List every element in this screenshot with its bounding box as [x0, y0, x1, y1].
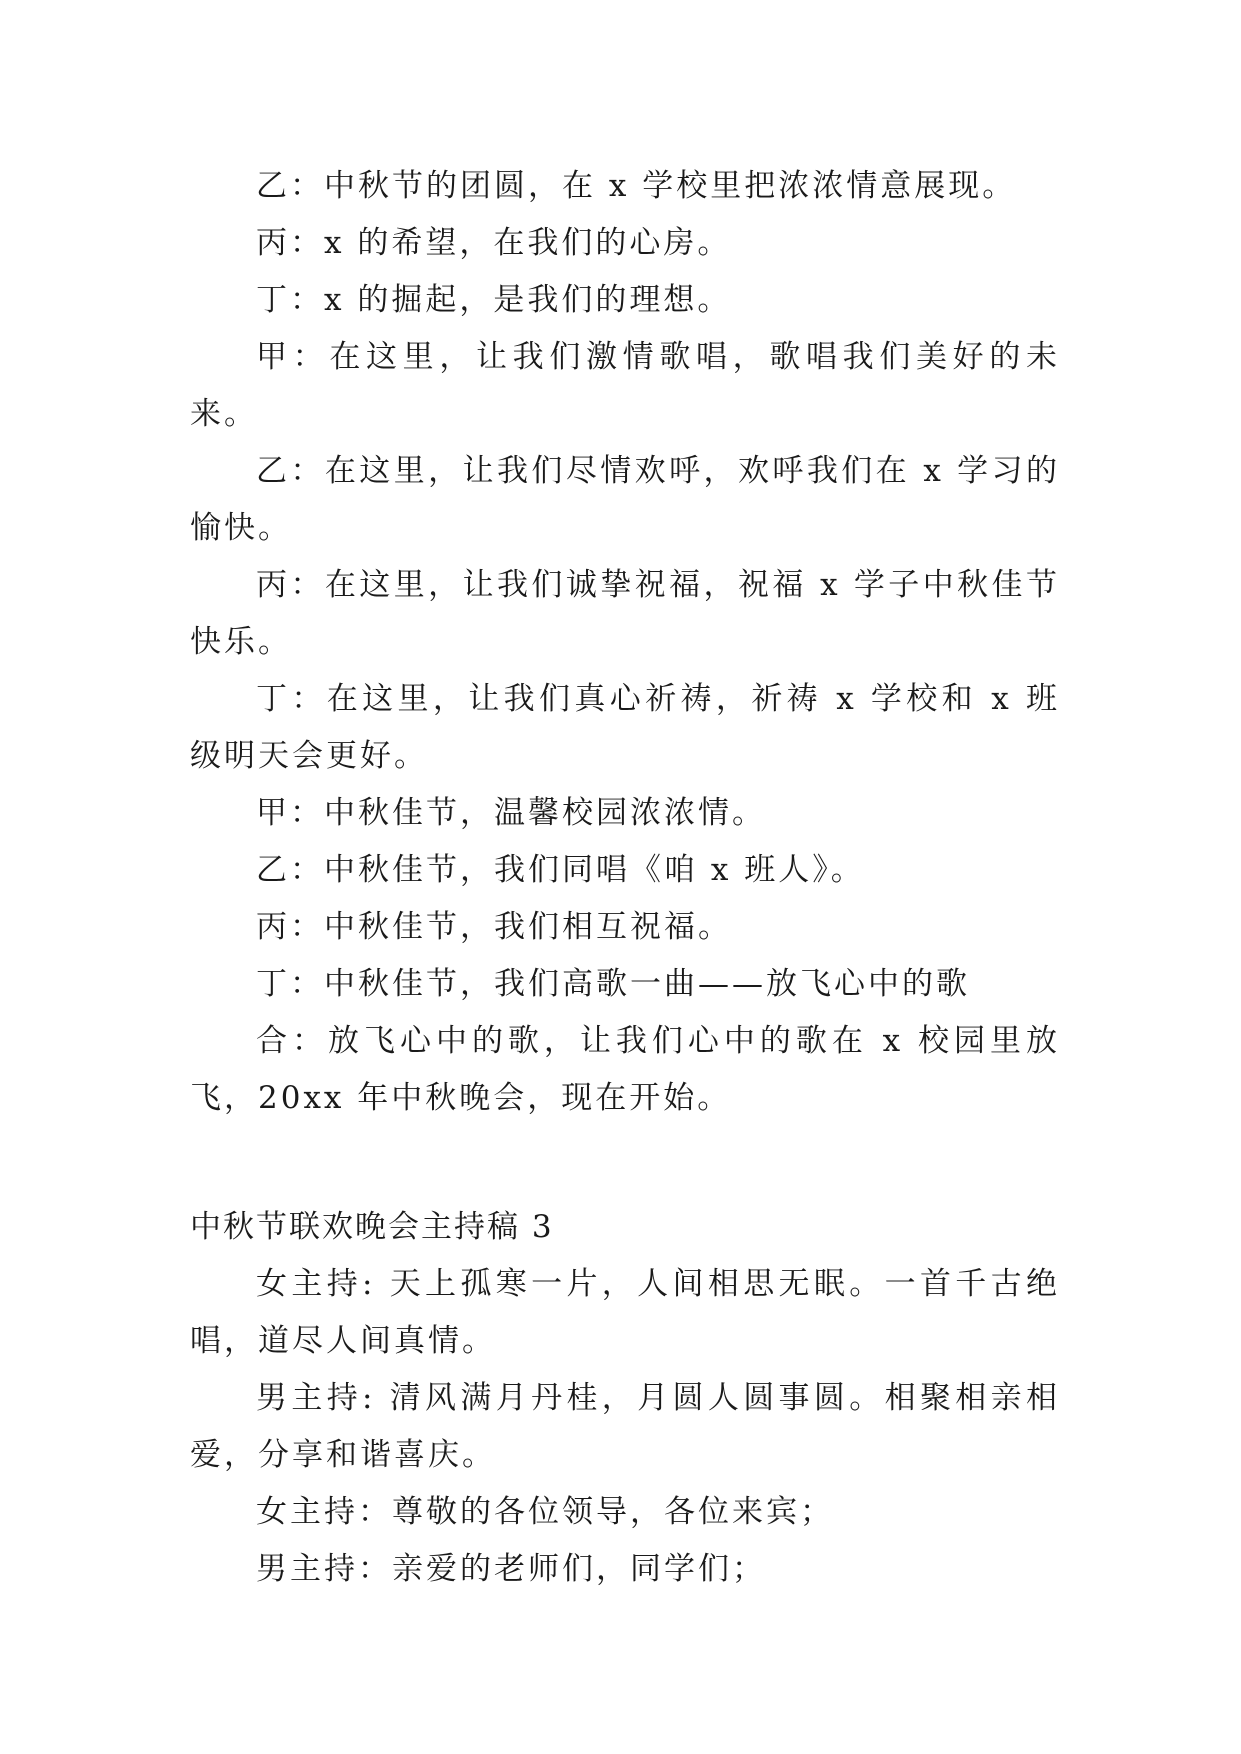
dialogue-line: 乙：在这里，让我们尽情欢呼，欢呼我们在 x 学习的愉快。 — [190, 453, 1060, 546]
dialogue-line: 女主持: 天上孤寒一片，人间相思无眠。一首千古绝唱，道尽人间真情。 — [190, 1266, 1060, 1359]
dialogue-line: 乙：中秋节的团圆，在 x 学校里把浓浓情意展现。 — [256, 168, 1017, 204]
dialogue-line: 甲：在这里，让我们激情歌唱，歌唱我们美好的未来。 — [190, 339, 1060, 432]
dialogue-line: 丙：x 的希望，在我们的心房。 — [256, 225, 732, 261]
dialogue-line: 丙：中秋佳节，我们相互祝福。 — [256, 909, 732, 945]
document-body — [190, 158, 1060, 1598]
dialogue-line: 乙：中秋佳节，我们同唱《咱 x 班人》。 — [256, 852, 865, 888]
dialogue-line: 女主持：尊敬的各位领导，各位来宾； — [256, 1494, 834, 1530]
dialogue-line: 甲：中秋佳节，温馨校园浓浓情。 — [256, 795, 766, 831]
dialogue-line: 合：放飞心中的歌，让我们心中的歌在 x 校园里放飞，20xx 年中秋晚会，现在开始。 — [190, 1023, 1060, 1116]
dialogue-line: 丙：在这里，让我们诚挚祝福，祝福 x 学子中秋佳节快乐。 — [190, 567, 1060, 660]
dialogue-line: 丁：中秋佳节，我们高歌一曲——放飞心中的歌 — [256, 966, 970, 1002]
dialogue-line: 丁：在这里，让我们真心祈祷，祈祷 x 学校和 x 班级明天会更好。 — [190, 681, 1060, 774]
dialogue-line: 男主持：亲爱的老师们，同学们； — [256, 1551, 766, 1587]
dialogue-line: 男主持: 清风满月丹桂，月圆人圆事圆。相聚相亲相爱，分享和谐喜庆。 — [190, 1380, 1060, 1473]
dialogue-line: 丁：x 的掘起，是我们的理想。 — [256, 282, 732, 318]
section-heading: 中秋节联欢晚会主持稿 3 — [190, 1209, 554, 1245]
